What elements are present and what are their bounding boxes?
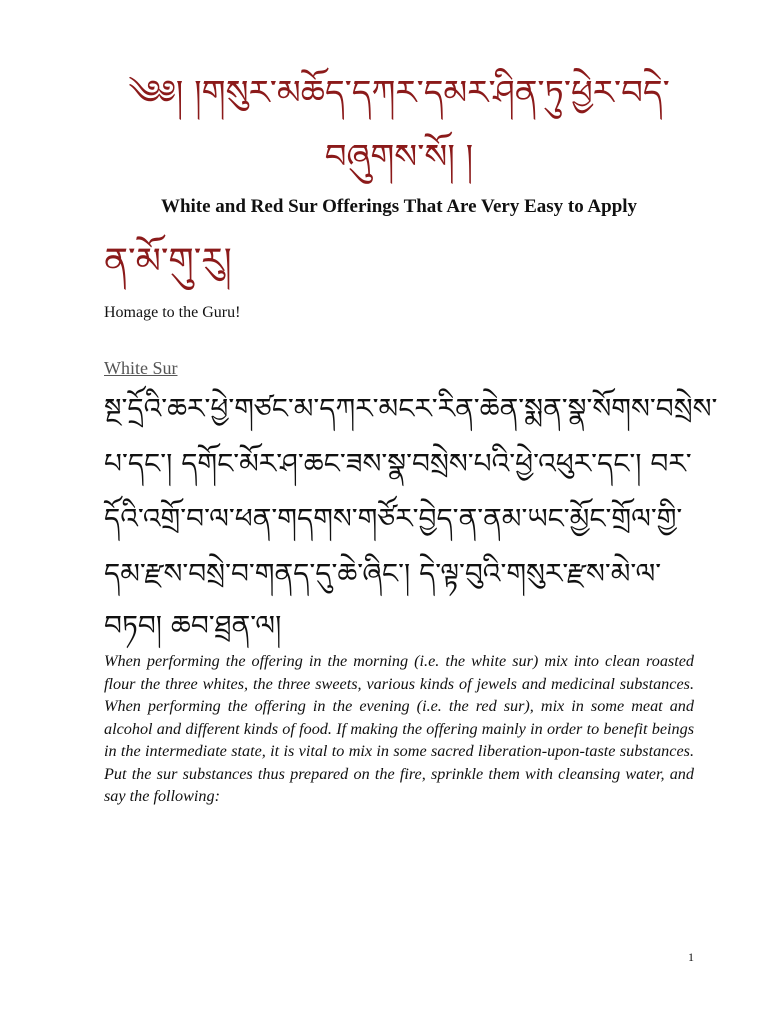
page-number: 1 — [688, 950, 694, 964]
english-instruction-paragraph: When performing the offering in the morning (i.e. the white sur) mix into clean roasted flour the three whites, the three sweets, various kinds of jewels and medicinal substances. When performing the offering in the evening (i.e. the red sur), mix in some meat and alcohol and different kinds of food. If making the offering mainly in order to benefit beings in the intermediate state, it is vital to mix in some sacred liberation-upon-taste substances. Put the sur substances thus prepared on the fire, sprinkle them with cleansing water, and say the following: — [104, 652, 694, 805]
english-title: White and Red Sur Offerings That Are Very Easy to Apply — [160, 196, 638, 217]
tibetan-body-line: བཏབ། ཆབ་ཐྲན་ལ། — [104, 609, 282, 642]
tibetan-body-line: པ་དང་། དགོང་མོར་ཤ་ཆང་ཟས་སྣ་བསྲེས་པའི་ཕྱེ་འཕུར་དང་། བར་ — [104, 447, 692, 480]
homage-line: Homage to the Guru! — [104, 304, 241, 321]
tibetan-invocation: ན་མོ་གུ་རུ། — [104, 241, 232, 282]
tibetan-body-line: སྔ་དྲོའི་ཆར་ཕྱེ་གཙང་མ་དཀར་མངར་རིན་ཆེན་སྨན་སྣ་སོགས་བསྲེས་ — [104, 392, 718, 425]
section-heading-white-sur: White Sur — [104, 358, 178, 378]
tibetan-title-line-1: ༄༅། །གསུར་མཆོད་དཀར་དམར་ཤིན་ཏུ་ཕྱེར་བདེ་ — [128, 73, 670, 113]
tibetan-body-line: དམ་རྫས་བསྲེ་བ་གནད་དུ་ཆེ་ཞིང་། དེ་ལྟ་བུའི་གསུར་རྫས་མེ་ལ་ — [104, 557, 662, 590]
tibetan-body-line: དོའི་འགྲོ་བ་ལ་ཕན་གདགས་གཙོར་བྱེད་ན་ནམ་ཡང་མྱོང་གྲོལ་གྱི་ — [104, 502, 683, 535]
tibetan-title-line-2: བཞུགས་སོ། ། — [324, 137, 474, 177]
